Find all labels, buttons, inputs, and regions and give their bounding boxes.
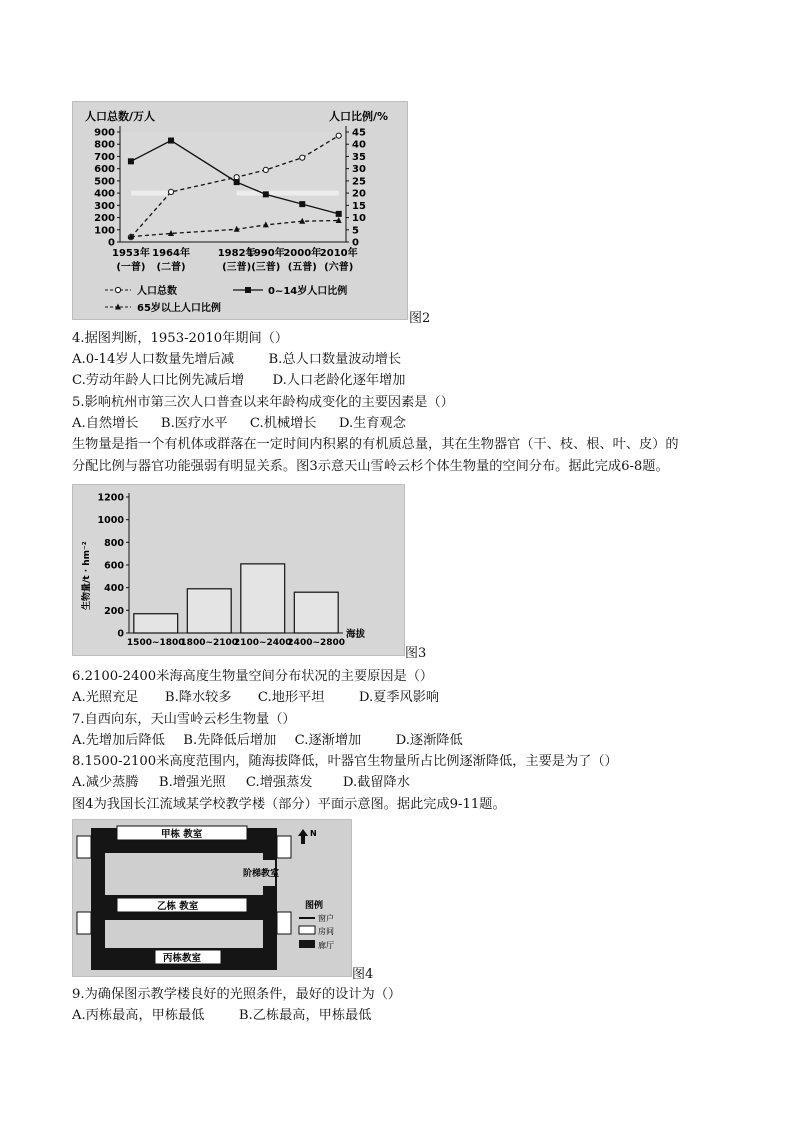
x-tick-label-year: 2010年 [319,248,358,259]
right-tick-label: 30 [352,164,366,176]
biomass-bar [134,614,178,633]
q8-option-a[interactable]: A.减少蒸腾 [72,775,139,790]
q4-options-row1 [72,350,401,370]
y-tick-label: 1200 [97,492,124,504]
figure-4-label: 图4 [352,967,374,982]
q6-stem: 6.2100-2400米海高度生物量空间分布状况的主要原因是（） [72,669,434,684]
youth-ratio-point [263,191,269,197]
stair-east-bottom [277,912,291,934]
school-floor-plan [73,820,351,976]
q5-options [72,414,406,434]
building-c-label: 丙栋教室 [163,953,202,964]
left-tick-label: 300 [94,200,115,212]
q9-stem: 9.为确保图示教学楼良好的光照条件，最好的设计为（） [72,987,402,1002]
q8-stem: 8.1500-2100米高度范围内，随海拔降低，叶器官生物量所占比例逐渐降低，主要是为了（） [72,754,618,769]
left-tick-label: 500 [94,176,115,188]
y-tick-label: 600 [104,560,124,572]
right-tick-label: 0 [352,237,359,249]
building-b-label: 乙栋 教室 [157,901,199,912]
x-tick-label-census: (六普) [324,262,354,273]
figure-2-panel [72,101,408,320]
x-tick-label-year: 1990年 [246,248,285,259]
figure-3-panel [72,484,405,656]
figure-3-label: 图3 [405,646,427,661]
right-tick-label: 35 [352,151,366,163]
population-point [263,167,268,172]
q9-option-b[interactable]: B.乙栋最高，甲栋最低 [238,1008,372,1023]
q6-option-c[interactable]: C.地形平坦 [257,690,325,705]
left-tick-label: 900 [94,127,115,139]
youth-ratio-point [128,158,134,164]
right-tick-label: 20 [352,188,366,200]
x-tick-label-census: (三普) [251,262,281,273]
y-tick-label: 1000 [97,515,124,527]
population-point [168,189,173,194]
legend-room-label: 房间 [318,927,334,936]
y-tick-label: 400 [104,583,124,595]
left-tick-label: 400 [94,188,115,200]
left-axis-title: 人口总数/万人 [85,110,156,123]
legend-window-label: 窗户 [318,914,334,923]
biomass-bar [187,589,231,633]
q7-option-d[interactable]: D.逐渐降低 [395,733,463,748]
elevation-axis-title: 海拔 [346,629,366,640]
left-tick-label: 800 [94,139,115,151]
legend-label-total: 人口总数 [137,286,177,297]
legend-room-swatch [299,926,315,934]
north-label: N [310,829,317,838]
x-tick-label-year: 2000年 [283,248,322,259]
q8-option-d[interactable]: D.截留降水 [342,775,410,790]
biomass-bar-chart [73,485,404,655]
youth-ratio-point [234,179,240,185]
y-tick-label: 800 [104,537,124,549]
legend-label-elderly: 65岁以上人口比例 [137,303,221,314]
q7-stem: 7.自西向东，天山雪岭云杉生物量（） [72,712,296,727]
elevation-tick-label: 2100~2400 [233,638,292,648]
x-tick-label-year: 1953年 [112,248,150,259]
right-tick-label: 10 [352,213,366,225]
q4-option-b[interactable]: B.总人口数量波动增长 [268,352,402,367]
q8-option-c[interactable]: C.增强蒸发 [245,775,313,790]
left-tick-label: 200 [94,213,115,225]
y-tick-label: 0 [117,628,124,640]
intro-6-8-line2: 分配比例与器官功能强弱有明显关系。图3示意天山雪岭云杉个体生物量的空间分布。据此完成6-8题。 [72,459,669,474]
y-tick-label: 200 [104,605,124,617]
lecture-hall-label: 阶梯教室 [243,869,280,879]
elevation-tick-label: 2400~2800 [287,638,346,648]
q6-options [72,688,439,708]
figure-2-label: 图2 [409,311,431,326]
intro-9-11: 图4为我国长江流域某学校教学楼（部分）平面示意图。据此完成9-11题。 [72,797,506,812]
q4-option-c[interactable]: C.劳动年龄人口比例先减后增 [72,373,245,388]
right-axis-title: 人口比例/% [329,110,389,123]
youth-ratio-point [336,211,342,217]
q5-stem: 5.影响杭州市第三次人口普查以来年龄构成变化的主要因素是（） [72,395,454,410]
q9-option-a[interactable]: A.丙栋最高，甲栋最低 [72,1008,205,1023]
x-tick-label-census: (一普) [116,262,146,273]
q9-options [72,1006,371,1026]
x-tick-label-census: (三普) [222,262,252,273]
population-point [300,155,305,160]
left-tick-label: 100 [94,225,115,237]
building-a-label: 甲栋 教室 [161,829,203,840]
stair-west-top [77,836,91,858]
legend-hall-swatch [299,940,315,948]
q7-options [72,731,463,751]
q4-stem: 4.据图判断，1953-2010年期间（） [72,331,289,346]
legend-hall-label: 廊厅 [318,941,334,950]
stair-east-top [277,836,291,858]
q6-option-d[interactable]: D.夏季风影响 [358,690,440,705]
q7-option-b[interactable]: B.先降低后增加 [183,733,277,748]
q6-option-a[interactable]: A.光照充足 [72,690,139,705]
q4-option-a[interactable]: A.0-14岁人口数量先增后减 [72,352,235,367]
courtyard-south [105,920,263,948]
legend-marker-youth [245,287,251,293]
population-point [234,175,239,180]
left-tick-label: 600 [94,164,115,176]
intro-6-8-line1: 生物量是指一个有机体或群落在一定时间内积累的有机质总量，其在生物器官（干、枝、根、叶、皮）的 [72,437,679,452]
biomass-bar [241,564,285,633]
q4-options-row2 [72,371,405,391]
q7-option-a[interactable]: A.先增加后降低 [72,733,165,748]
q8-option-b[interactable]: B.增强光照 [158,775,226,790]
q8-options [72,773,410,793]
north-arrow-icon [298,829,308,844]
q5-option-b[interactable]: B.医疗水平 [160,416,228,431]
legend-title: 图例 [305,901,324,911]
biomass-bar [294,592,338,633]
left-tick-label: 700 [94,151,115,163]
right-tick-label: 25 [352,176,366,188]
stair-west-bottom [77,912,91,934]
population-line-chart [73,102,407,319]
biomass-axis-title: 生物量/t · hm⁻² [82,541,92,610]
plot-area [120,132,346,242]
x-tick-label-year: 1982年 [217,248,256,259]
population-point [336,133,341,138]
left-tick-label: 0 [108,237,115,249]
legend-marker-total [115,287,120,292]
q7-option-c[interactable]: C.逐渐增加 [294,733,362,748]
q4-option-d[interactable]: D.人口老龄化逐年增加 [272,373,406,388]
q5-option-c[interactable]: C.机械增长 [249,416,317,431]
right-tick-label: 5 [352,225,359,237]
q5-option-a[interactable]: A.自然增长 [72,416,139,431]
x-tick-label-census: (五普) [287,262,317,273]
legend-label-youth: 0~14岁人口比例 [268,286,348,297]
x-tick-label-census: (二普) [156,262,186,273]
right-tick-label: 45 [352,127,366,139]
x-tick-label-year: 1964年 [152,248,190,259]
elevation-tick-label: 1800~2100 [180,638,239,648]
right-tick-label: 40 [352,139,366,151]
right-tick-label: 15 [352,200,366,212]
q6-option-b[interactable]: B.降水较多 [164,690,232,705]
youth-ratio-point [299,201,305,207]
elevation-tick-label: 1500~1800 [126,638,185,648]
figure-4-panel [72,819,352,977]
youth-ratio-point [168,138,174,144]
q5-option-d[interactable]: D.生育观念 [338,416,406,431]
